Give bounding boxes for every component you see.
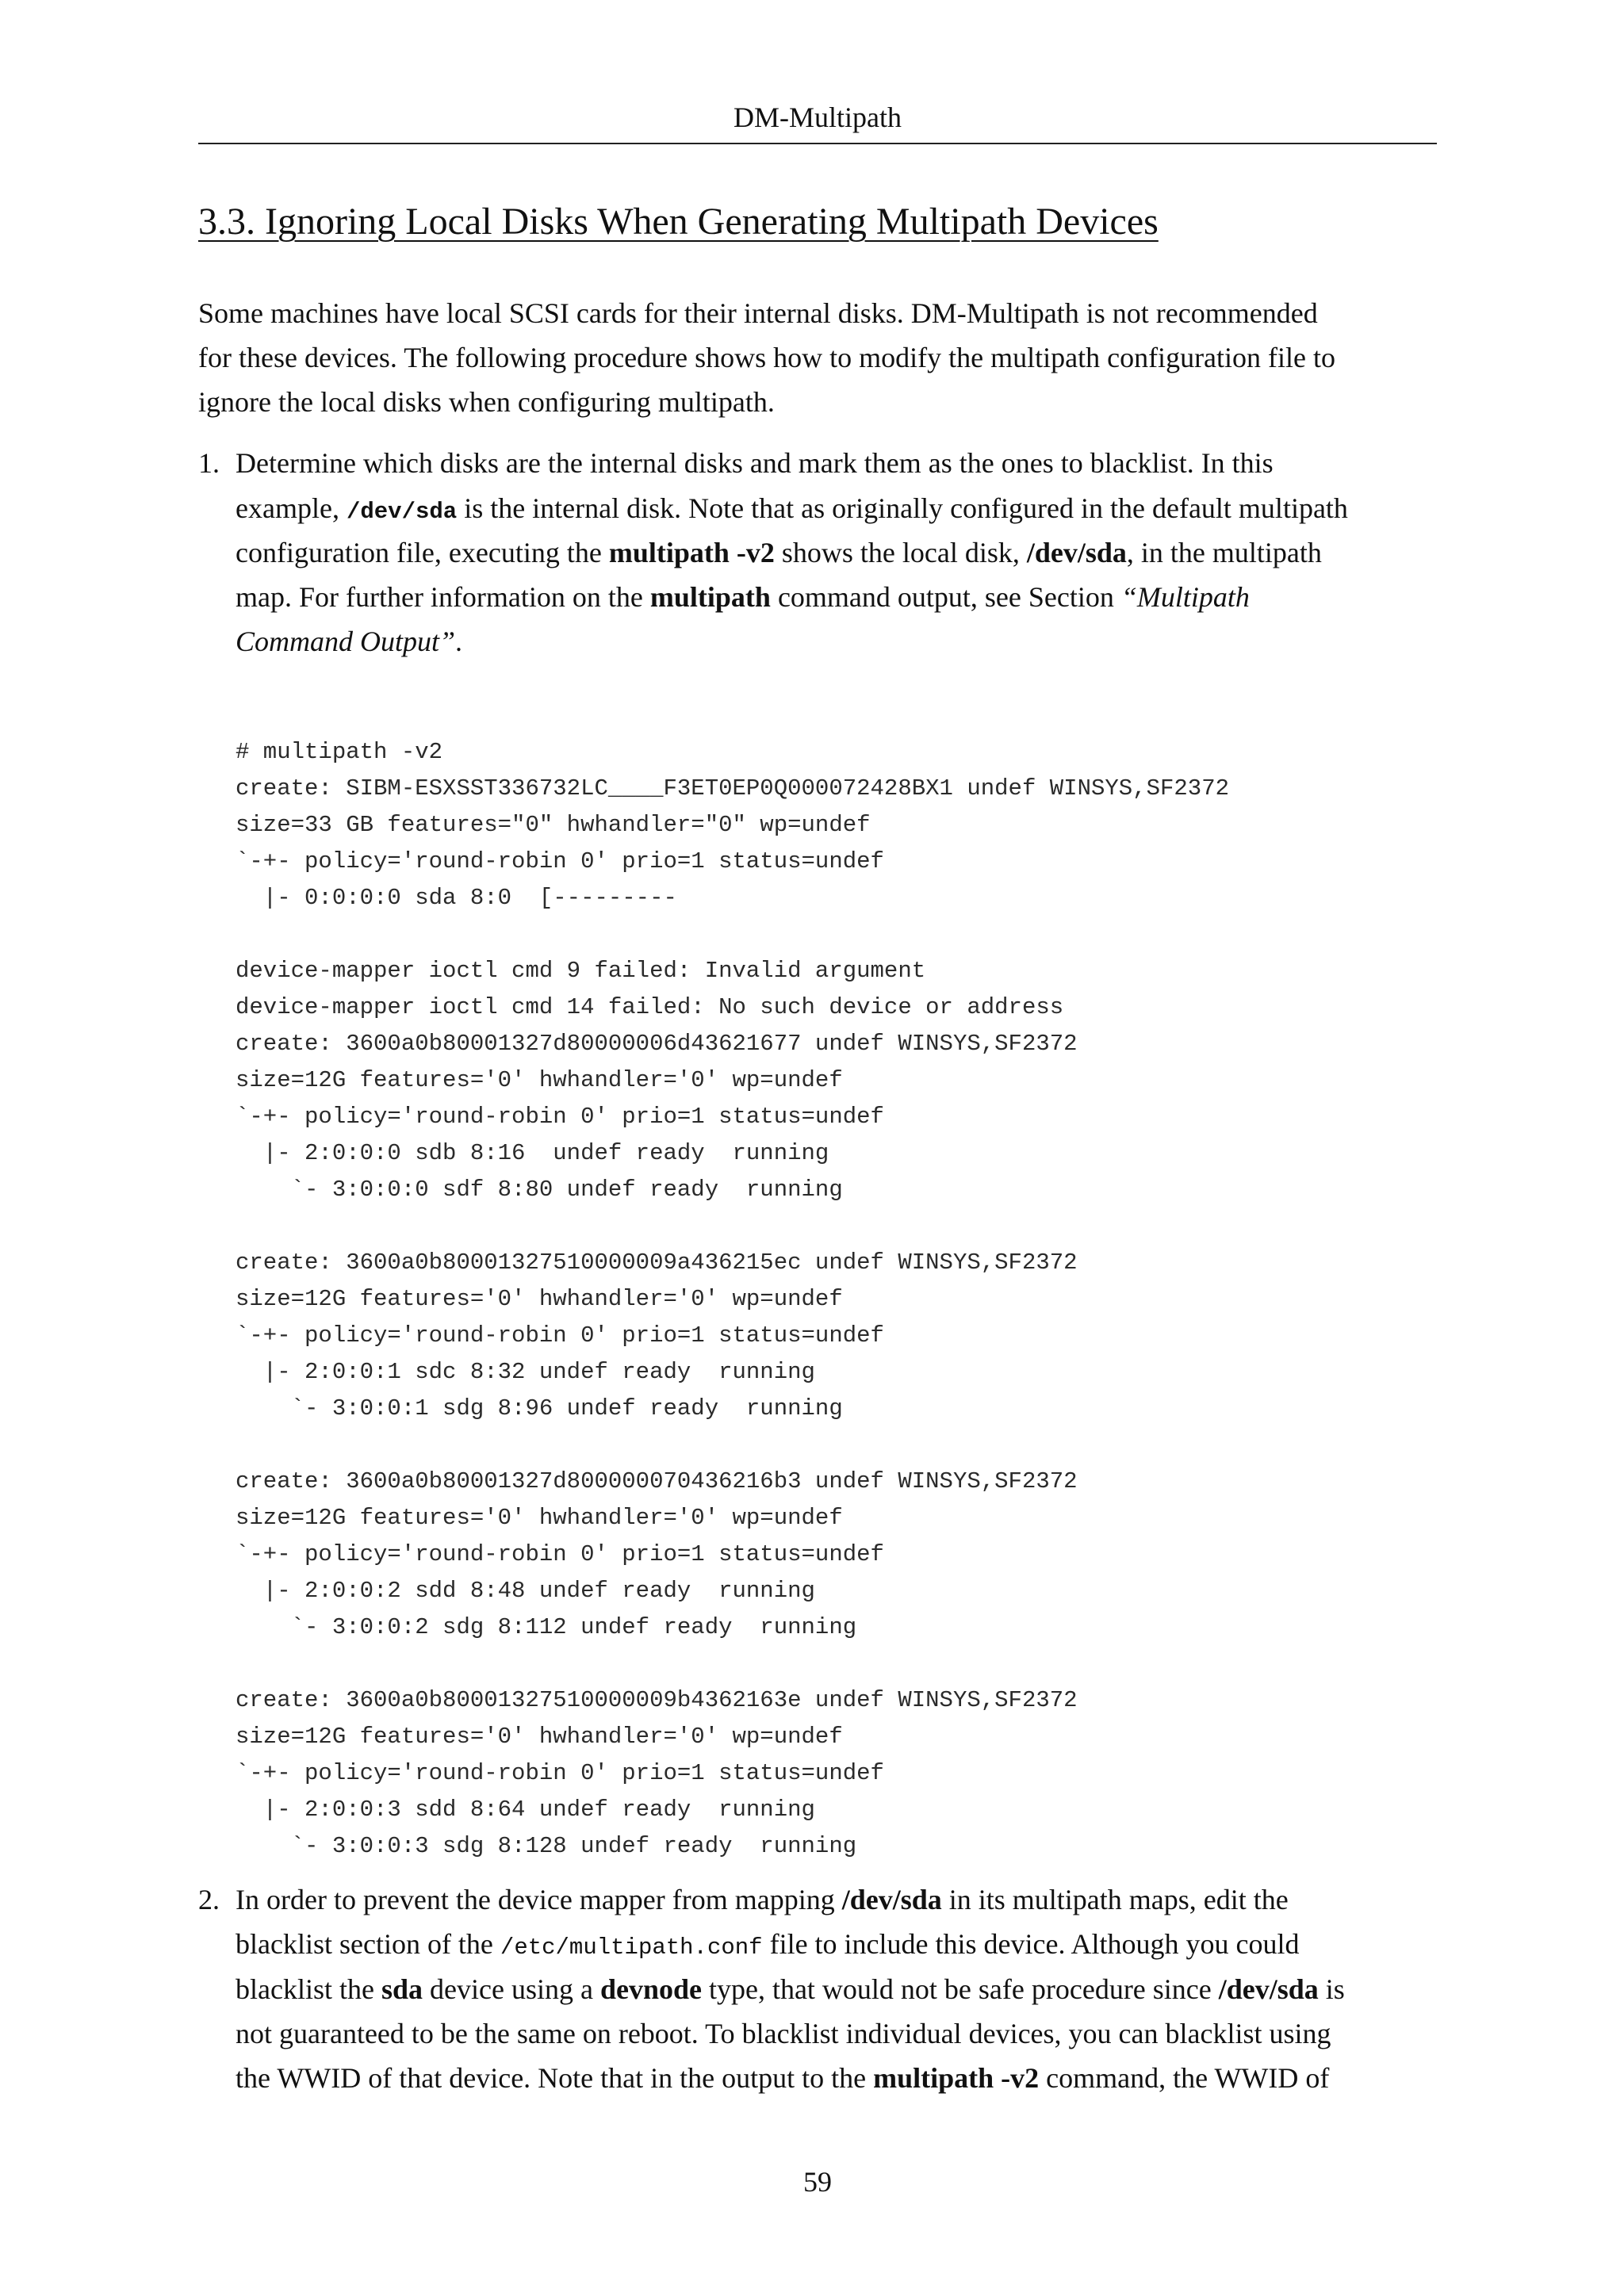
code-line: size=33 GB features="0" hwhandler="0" wp=undef [236,812,871,838]
code-line: size=12G features='0' hwhandler='0' wp=undef [236,1724,843,1750]
code-line [236,1427,1425,1464]
code-line: create: 3600a0b80001327d80000006d43621677 undef WINSYS,SF2372 [236,1031,1078,1057]
bold-device: /dev/sda [841,1884,942,1915]
code-line [236,916,1425,953]
code-line: `-+- policy='round-robin 0' prio=1 status=undef [236,848,884,874]
text-run: is [1318,1973,1345,2005]
intro-line: ignore the local disks when configuring multipath. [198,386,775,418]
text-run: command output, see Section [770,581,1121,613]
code-line: `-+- policy='round-robin 0' prio=1 status=undef [236,1322,884,1349]
step-1-line [236,580,1250,614]
step-1-line [236,535,1322,570]
text-run: the WWID of that device. Note that in the output to the [236,2062,874,2094]
bold-device: sda [381,1973,423,2005]
text-run: configuration file, executing the [236,537,609,568]
step-2-line: not guaranteed to be the same on reboot. To blacklist individual devices, you can blacklist using [236,2018,1331,2049]
code-line: create: 3600a0b80001327510000009b4362163e undef WINSYS,SF2372 [236,1687,1078,1713]
section-reference: Command Output” [236,626,456,657]
text-run: example, [236,492,347,524]
step-1-line [236,624,462,659]
code-line: size=12G features='0' hwhandler='0' wp=undef [236,1067,843,1093]
page-number: 59 [803,2166,832,2198]
bold-device: /dev/sda [1026,537,1127,568]
code-line: |- 2:0:0:2 sdd 8:48 undef ready running [236,1578,815,1604]
step-2-line [236,1972,1345,2007]
code-line: `- 3:0:0:2 sdg 8:112 undef ready running [236,1614,857,1640]
code-line: `-+- policy='round-robin 0' prio=1 status=undef [236,1541,884,1567]
text-run: in its multipath maps, edit the [941,1884,1289,1915]
running-header: DM-Multipath [733,101,902,133]
section-reference: “Multipath [1120,581,1250,613]
code-line: create: 3600a0b80001327510000009a436215ec undef WINSYS,SF2372 [236,1249,1078,1276]
text-run: file to include this device. Although you could [762,1928,1300,1960]
code-line: |- 0:0:0:0 sda 8:0 [--------- [236,885,677,911]
code-line: create: SIBM-ESXSST336732LC____F3ET0EP0Q000072428BX1 undef WINSYS,SF2372 [236,775,1230,802]
text-run: shows the local disk, [774,537,1027,568]
text-run: . [455,626,463,657]
code-line: |- 2:0:0:3 sdd 8:64 undef ready running [236,1797,815,1823]
code-line: `- 3:0:0:0 sdf 8:80 undef ready running [236,1177,843,1203]
text-run: command, the WWID of [1039,2062,1330,2094]
header-rule [198,143,1437,144]
bold-device: /dev/sda [1218,1973,1319,2005]
step-2-number: 2. [198,1884,220,1915]
step-2-line [236,1882,1289,1917]
intro-line: Some machines have local SCSI cards for their internal disks. DM-Multipath is not recommended [198,297,1318,329]
step-2-line [236,2061,1329,2095]
code-line: `- 3:0:0:3 sdg 8:128 undef ready running [236,1833,857,1859]
code-block [236,734,1425,1865]
inline-code-dev-sda: /dev/sda [346,499,458,525]
bold-command: multipath -v2 [608,537,775,568]
code-line: |- 2:0:0:1 sdc 8:32 undef ready running [236,1359,815,1385]
code-line: |- 2:0:0:0 sdb 8:16 undef ready running [236,1140,829,1166]
code-line: size=12G features='0' hwhandler='0' wp=undef [236,1286,843,1312]
text-run: blacklist the [236,1973,381,2005]
code-line: device-mapper ioctl cmd 9 failed: Invalid argument [236,958,926,984]
section-title: 3.3. Ignoring Local Disks When Generating Multipath Devices [198,201,1159,243]
text-run: is the internal disk. Note that as originally configured in the default multipath [457,492,1348,524]
code-line: device-mapper ioctl cmd 14 failed: No such device or address [236,994,1064,1020]
text-run: blacklist section of the [236,1928,500,1960]
code-line: create: 3600a0b80001327d800000070436216b3 undef WINSYS,SF2372 [236,1468,1078,1494]
bold-command: multipath -v2 [873,2062,1040,2094]
code-line: `- 3:0:0:1 sdg 8:96 undef ready running [236,1395,843,1422]
code-line [236,1646,1425,1682]
code-line: `-+- policy='round-robin 0' prio=1 status=undef [236,1760,884,1786]
code-line: `-+- policy='round-robin 0' prio=1 status=undef [236,1104,884,1130]
step-1-line: Determine which disks are the internal disks and mark them as the ones to blacklist. In this [236,447,1274,479]
bold-command: multipath [649,581,771,613]
text-run: map. For further information on the [236,581,650,613]
code-line: # multipath -v2 [236,739,443,765]
step-2-line [236,1927,1299,1965]
code-line [236,1208,1425,1245]
text-run: In order to prevent the device mapper from mapping [236,1884,842,1915]
step-1-number: 1. [198,447,220,479]
bold-keyword: devnode [599,1973,702,2005]
step-1-line [236,491,1348,530]
text-run: type, that would not be safe procedure since [701,1973,1219,2005]
code-line: size=12G features='0' hwhandler='0' wp=undef [236,1505,843,1531]
intro-line: for these devices. The following procedure shows how to modify the multipath configuration file to [198,342,1336,373]
text-run: device using a [423,1973,600,2005]
text-run: , in the multipath [1126,537,1322,568]
inline-code-path: /etc/multipath.conf [500,1934,763,1961]
